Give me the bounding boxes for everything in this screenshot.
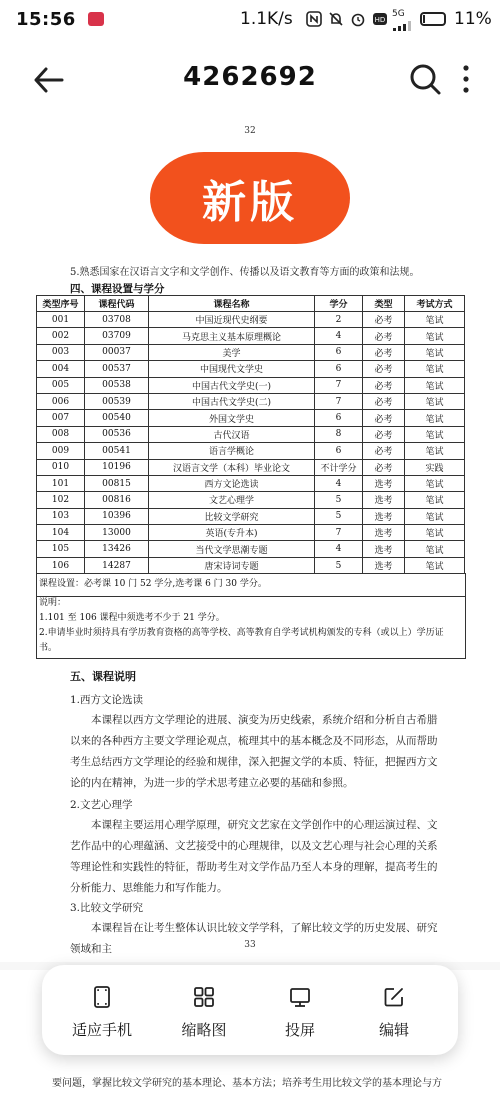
cell-credit: 不计学分 — [315, 459, 363, 475]
cell-credit: 4 — [315, 475, 363, 491]
thumbnail-button[interactable] — [152, 965, 256, 1055]
cell-name: 语言学概论 — [149, 443, 315, 459]
table-row — [37, 459, 465, 475]
cell-exam: 笔试 — [405, 344, 465, 360]
table-row — [37, 361, 465, 377]
cell-code: 00539 — [85, 393, 149, 409]
cell-exam: 笔试 — [405, 557, 465, 573]
cell-name: 中国古代文学史(二) — [149, 393, 315, 409]
network-speed: 1.1K/s — [240, 9, 293, 29]
cell-credit: 5 — [315, 492, 363, 508]
search-icon[interactable] — [408, 62, 442, 96]
cell-name: 西方文论选读 — [149, 475, 315, 491]
cell-seq: 002 — [37, 328, 85, 344]
table-row — [37, 475, 465, 491]
cell-type: 必考 — [363, 459, 405, 475]
course-3-description: 本课程旨在让考生整体认识比较文学学科，了解比较文学的历史发展、研究领域和主 — [70, 922, 438, 955]
cell-credit: 6 — [315, 443, 363, 459]
app-bar — [0, 40, 500, 120]
table-header-row — [37, 296, 465, 312]
cell-credit: 2 — [315, 312, 363, 328]
edit-label: 编辑 — [378, 1021, 409, 1039]
cell-seq: 101 — [37, 475, 85, 491]
thumbnail-grid-icon — [192, 985, 216, 1009]
cell-code: 00540 — [85, 410, 149, 426]
cell-exam: 笔试 — [405, 508, 465, 524]
cell-type: 必考 — [363, 393, 405, 409]
course-1-title: 1.西方文论选读 — [70, 694, 144, 706]
cell-type: 选考 — [363, 508, 405, 524]
table-row — [37, 393, 465, 409]
section-4-title: 四、课程设置与学分 — [70, 283, 165, 295]
cell-code: 00537 — [85, 361, 149, 377]
cell-exam: 笔试 — [405, 393, 465, 409]
table-row — [37, 541, 465, 557]
cell-type: 必考 — [363, 410, 405, 426]
fit-phone-icon — [90, 985, 114, 1009]
document-title: 4262692 — [183, 62, 317, 92]
cast-screen-label: 投屏 — [284, 1021, 315, 1039]
cell-type: 必考 — [363, 426, 405, 442]
cell-seq: 005 — [37, 377, 85, 393]
cell-exam: 笔试 — [405, 312, 465, 328]
cell-seq: 008 — [37, 426, 85, 442]
stamp-text: 新版 — [202, 177, 298, 228]
cell-credit: 7 — [315, 393, 363, 409]
cell-seq: 105 — [37, 541, 85, 557]
alarm-icon — [350, 11, 366, 31]
cell-seq: 006 — [37, 393, 85, 409]
course-1-description: 本课程以西方文学理论的进展、演变为历史线索，系统介绍和分析自古希腊以来的各种西方主要文学理论观点，梳理其中的基本概念及不同形态，从而帮助考生总结西方文学理论的经验和规律，深入把握文学的本质、特征，把握西方文论的内在精神，为进一步的学术思考建立必要的基础和参照。 — [70, 714, 438, 789]
mute-icon — [328, 11, 344, 31]
header-type: 类型 — [363, 296, 405, 312]
cell-name: 中国现代文学史 — [149, 361, 315, 377]
header-name: 课程名称 — [149, 296, 315, 312]
cell-seq: 103 — [37, 508, 85, 524]
cell-exam: 笔试 — [405, 525, 465, 541]
course-2-description: 本课程主要运用心理学原理，研究文艺家在文学创作中的心理运演过程、文艺作品中的心理蕴涵、文艺接受中的心理规律，以及文艺心理与社会心理的关系等理论性和实践性的特征，帮助考生对文学作品乃至人本身的理解，提高考生的分析能力、思维能力和写作能力。 — [70, 819, 438, 894]
edit-icon — [382, 985, 406, 1009]
edit-button[interactable] — [342, 965, 446, 1055]
cell-credit: 4 — [315, 328, 363, 344]
cell-code: 00815 — [85, 475, 149, 491]
table-row — [37, 508, 465, 524]
cell-name: 汉语言文学（本科）毕业论文 — [149, 459, 315, 475]
cell-code: 03709 — [85, 328, 149, 344]
note-1: 1.101 至 106 课程中须选考不少于 21 学分。 — [39, 613, 225, 623]
cast-screen-icon — [288, 985, 312, 1009]
cell-type: 选考 — [363, 541, 405, 557]
header-code: 课程代码 — [85, 296, 149, 312]
cell-type: 必考 — [363, 361, 405, 377]
battery-percent: 11% — [454, 9, 492, 29]
cell-exam: 笔试 — [405, 377, 465, 393]
cell-code: 03708 — [85, 312, 149, 328]
cell-name: 中国近现代史纲要 — [149, 312, 315, 328]
cast-screen-button[interactable] — [248, 965, 352, 1055]
cell-code: 10196 — [85, 459, 149, 475]
cell-name: 文艺心理学 — [149, 492, 315, 508]
page-number: 32 — [244, 126, 256, 136]
cell-name: 英语(专升本) — [149, 525, 315, 541]
more-vertical-icon[interactable] — [456, 62, 476, 96]
cell-credit: 5 — [315, 508, 363, 524]
cell-seq: 003 — [37, 344, 85, 360]
course-table — [36, 295, 465, 574]
cell-exam: 笔试 — [405, 410, 465, 426]
hd-icon — [372, 11, 388, 31]
cell-seq: 010 — [37, 459, 85, 475]
cell-credit: 6 — [315, 361, 363, 377]
cell-exam: 笔试 — [405, 443, 465, 459]
fit-phone-button[interactable] — [50, 965, 154, 1055]
cell-code: 00816 — [85, 492, 149, 508]
cell-credit: 6 — [315, 344, 363, 360]
table-row — [37, 557, 465, 573]
cell-name: 外国文学史 — [149, 410, 315, 426]
new-version-stamp — [150, 152, 350, 244]
cell-code: 00541 — [85, 443, 149, 459]
cell-exam: 笔试 — [405, 426, 465, 442]
signal-icon — [392, 19, 412, 35]
fit-phone-label: 适应手机 — [71, 1021, 132, 1039]
bottom-toolbar — [42, 965, 458, 1055]
table-row — [37, 492, 465, 508]
cell-seq: 102 — [37, 492, 85, 508]
cell-seq: 001 — [37, 312, 85, 328]
network-type: 5G — [392, 9, 405, 19]
cell-exam: 笔试 — [405, 361, 465, 377]
battery-icon — [420, 12, 446, 26]
cell-seq: 104 — [37, 525, 85, 541]
cell-exam: 笔试 — [405, 475, 465, 491]
course-2-title: 2.文艺心理学 — [70, 799, 133, 811]
cell-seq: 004 — [37, 361, 85, 377]
header-seq: 类型序号 — [37, 296, 85, 312]
table-row — [37, 377, 465, 393]
cell-exam: 实践 — [405, 459, 465, 475]
page-number: 33 — [244, 940, 256, 950]
notes-title: 说明： — [39, 598, 67, 608]
table-row — [37, 525, 465, 541]
cell-credit: 7 — [315, 525, 363, 541]
cell-code: 00037 — [85, 344, 149, 360]
cell-exam: 笔试 — [405, 328, 465, 344]
notes-box — [36, 596, 466, 659]
course-3-title: 3.比较文学研究 — [70, 902, 144, 914]
cell-type: 必考 — [363, 344, 405, 360]
cell-type: 必考 — [363, 377, 405, 393]
table-row — [37, 312, 465, 328]
cell-seq: 106 — [37, 557, 85, 573]
cell-name: 当代文学思潮专题 — [149, 541, 315, 557]
thumbnail-label: 缩略图 — [181, 1021, 227, 1039]
table-row — [37, 410, 465, 426]
cell-code: 10396 — [85, 508, 149, 524]
cell-code: 13000 — [85, 525, 149, 541]
cell-type: 选考 — [363, 492, 405, 508]
item-5-text: 5.熟悉国家在汉语言文字和文学创作、传播以及语文教育等方面的政策和法规。 — [70, 267, 420, 278]
cell-seq: 009 — [37, 443, 85, 459]
cell-name: 比较文学研究 — [149, 508, 315, 524]
cell-type: 必考 — [363, 328, 405, 344]
cell-name: 古代汉语 — [149, 426, 315, 442]
cell-name: 马克思主义基本原理概论 — [149, 328, 315, 344]
course-setting-summary: 课程设置：必考课 10 门 52 学分,选考课 6 门 30 学分。 — [36, 573, 466, 597]
cell-name: 中国古代文学史(一) — [149, 377, 315, 393]
battery-fill — [423, 15, 425, 23]
cell-type: 必考 — [363, 312, 405, 328]
cell-exam: 笔试 — [405, 541, 465, 557]
svg-text:HD: HD — [374, 16, 386, 24]
status-time: 15:56 — [16, 9, 76, 30]
document-page — [0, 120, 500, 962]
notification-app-icon — [88, 12, 104, 26]
cell-credit: 6 — [315, 410, 363, 426]
cell-credit: 7 — [315, 377, 363, 393]
cell-type: 选考 — [363, 557, 405, 573]
cell-code: 00538 — [85, 377, 149, 393]
cell-credit: 5 — [315, 557, 363, 573]
note-2-continued: 书。 — [39, 643, 58, 653]
cell-name: 唐宋诗词专题 — [149, 557, 315, 573]
cell-type: 必考 — [363, 443, 405, 459]
cell-code: 14287 — [85, 557, 149, 573]
cell-type: 选考 — [363, 475, 405, 491]
status-bar — [0, 0, 500, 40]
cell-exam: 笔试 — [405, 492, 465, 508]
cell-seq: 007 — [37, 410, 85, 426]
nfc-icon — [306, 11, 322, 31]
table-row — [37, 426, 465, 442]
cell-credit: 4 — [315, 541, 363, 557]
cell-name: 美学 — [149, 344, 315, 360]
note-2: 2.申请毕业时须持具有学历教育资格的高等学校、高等教育自学考试机构颁发的专科（或以上）学历证 — [39, 628, 444, 638]
header-credit: 学分 — [315, 296, 363, 312]
section-5-title: 五、课程说明 — [70, 670, 136, 683]
table-row — [37, 443, 465, 459]
table-row — [37, 344, 465, 360]
table-row — [37, 328, 465, 344]
cell-code: 13426 — [85, 541, 149, 557]
cell-code: 00536 — [85, 426, 149, 442]
cell-type: 选考 — [363, 525, 405, 541]
header-exam: 考试方式 — [405, 296, 465, 312]
document-viewer[interactable] — [0, 120, 500, 1111]
page-2-text: 要问题，掌握比较文学研究的基本理论、基本方法；培养考生用比较文学的基本理论与方 — [52, 1078, 442, 1089]
cell-credit: 8 — [315, 426, 363, 442]
